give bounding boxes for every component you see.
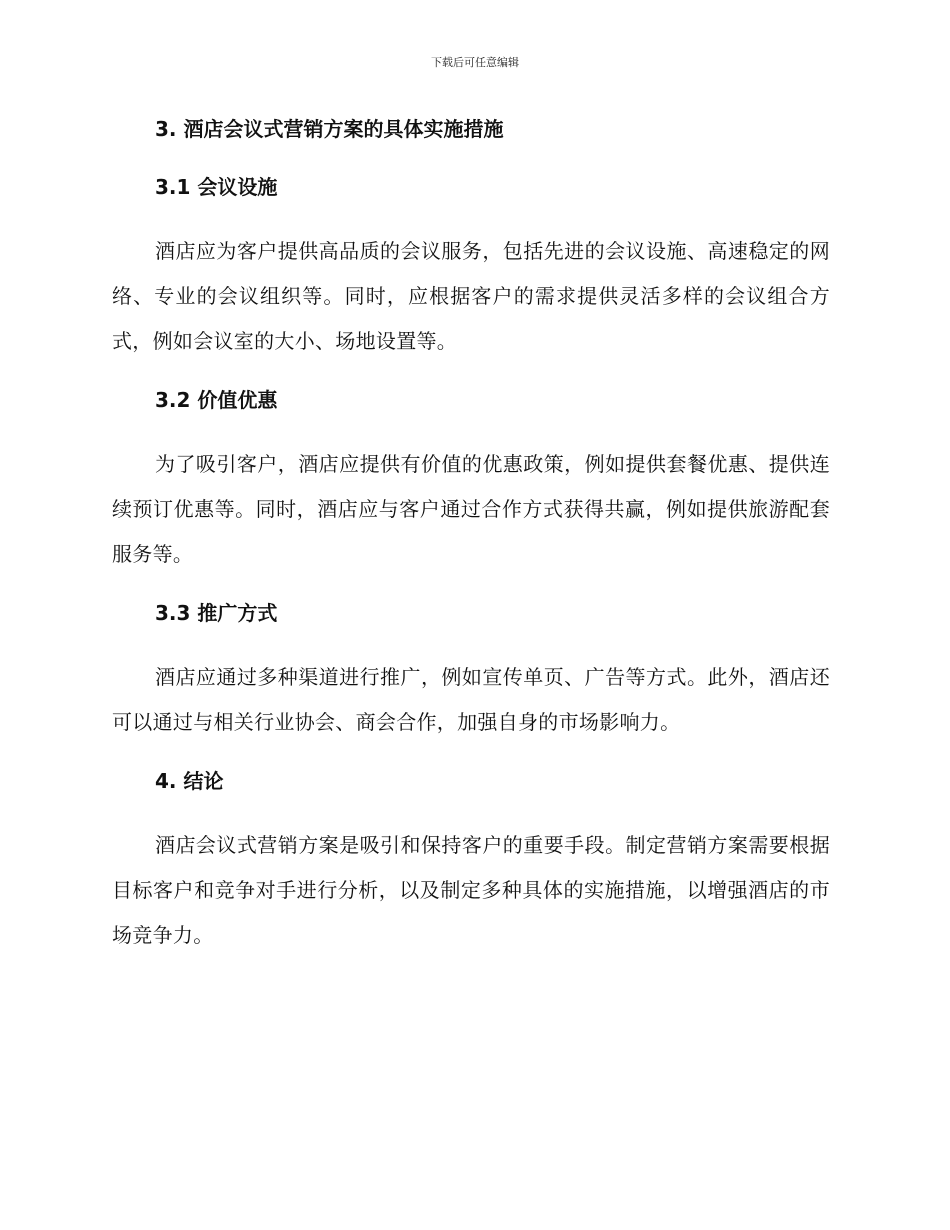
section-heading-implementation: 3. 酒店会议式营销方案的具体实施措施 [155, 117, 504, 141]
document-body [112, 114, 830, 979]
paragraph-promotion: 酒店应通过多种渠道进行推广，例如宣传单页、广告等方式。此外，酒店还可以通过与相关行业协会、商会合作，加强自身的市场影响力。 [112, 665, 830, 734]
paragraph-conclusion: 酒店会议式营销方案是吸引和保持客户的重要手段。制定营销方案需要根据目标客户和竞争对手进行分析，以及制定多种具体的实施措施，以增强酒店的市场竞争力。 [112, 833, 830, 947]
section-heading-value-offers: 3.2 价值优惠 [155, 388, 278, 412]
section-heading-promotion: 3.3 推广方式 [155, 601, 278, 625]
paragraph-value-offers: 为了吸引客户，酒店应提供有价值的优惠政策，例如提供套餐优惠、提供连续预订优惠等。同时，酒店应与客户通过合作方式获得共赢，例如提供旅游配套服务等。 [112, 452, 830, 566]
section-heading-conclusion: 4. 结论 [155, 769, 224, 793]
header-note: 下载后可任意编辑 [431, 56, 519, 69]
paragraph-meeting-facilities: 酒店应为客户提供高品质的会议服务，包括先进的会议设施、高速稳定的网络、专业的会议组织等。同时，应根据客户的需求提供灵活多样的会议组合方式，例如会议室的大小、场地设置等。 [112, 239, 830, 353]
section-heading-meeting-facilities: 3.1 会议设施 [155, 175, 278, 199]
